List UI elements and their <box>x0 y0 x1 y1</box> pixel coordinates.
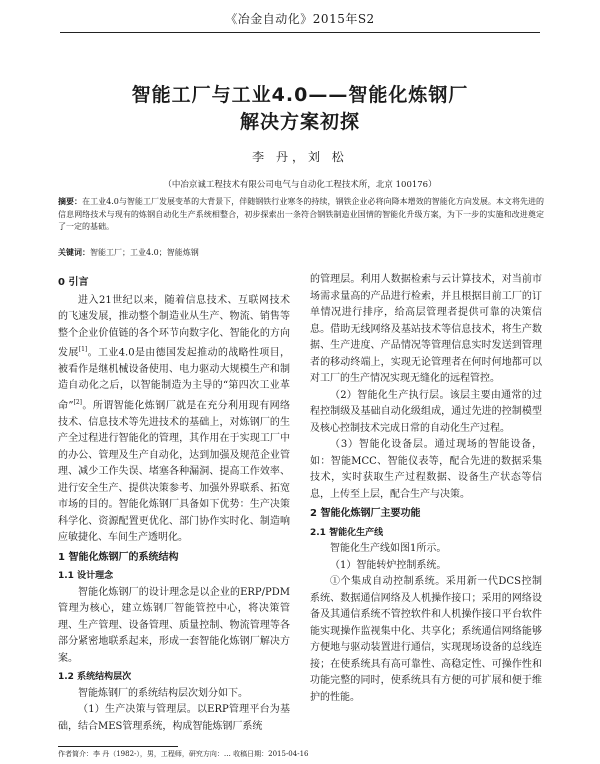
section-0-heading: 0 引言 <box>58 277 89 288</box>
section-1-2-heading: 1.2 系统结构层次 <box>58 672 132 683</box>
footnote: 作者简介：李 丹（1982-），男，工程师，研究方向：… 收稿日期：2015-04-16 <box>58 750 309 758</box>
section-1-2-paragraph-1: 智能炼钢厂的系统结构层次划分如下。 <box>78 687 248 699</box>
right-paragraph-3: （3）智能化设备层。通过现场的智能设备，如：智能MCC、智能仪表等，配合先进的数据采集技术，实时获取生产过程数据、设备生产状态等信息，上传至上层，配合生产与决策。 <box>310 439 542 500</box>
section-0-paragraph <box>58 293 290 547</box>
authors: 李 丹，刘 松 <box>252 150 348 164</box>
keywords <box>58 247 544 258</box>
right-column <box>310 272 542 706</box>
section-1-1-paragraph: 智能化炼钢厂的设计理念是以企业的ERP/PDM管理为核心，建立炼钢厂智能管控中心，将决策管理、生产管理、设备管理、质量控制、物流管理等各部分紧密地联系起来，形成一套智能化炼钢厂解决方案。 <box>58 586 290 664</box>
affiliation: （中冶京诚工程技术有限公司电气与自动化工程技术所，北京 100176） <box>163 180 437 190</box>
footnote-rule <box>58 746 178 747</box>
keywords-text: 智能工厂；工业4.0；智能炼钢 <box>90 248 199 257</box>
header-rule <box>60 32 540 33</box>
section-2-1-paragraph-2: （1）智能转炉控制系统。 <box>330 559 447 571</box>
keywords-label: 关键词： <box>58 248 90 257</box>
section-2-1-heading: 2.1 智能化生产线 <box>310 527 384 538</box>
section-2-1-paragraph-1: 智能化生产线如图1所示。 <box>330 543 447 554</box>
title-line-1: 智能工厂与工业4.0——智能化炼钢厂 <box>131 84 469 106</box>
intro-text-a: 进入21世纪以来，随着信息技术、互联网技术的飞速发展，推动整个制造业从生产、物流、销售等整个企业价值链的各个环节向数字化、智能化的方向发展 <box>58 294 290 359</box>
intro-text-c: 。所谓智能化炼钢厂就是在充分利用现有网络技术、信息技术等先进技术的基础上，对炼钢厂的生产全过程进行智能化的管理，其作用在于实现工厂中的办公、管理及生产自动化，达到加强及规范企业管理、减少工作失误、堵塞各种漏洞、提高工作效率、进行安全生产、提供决策参考、加强外界联系、拓宽市场的目的。智能化炼钢厂具备如下优势：生产决策科学化、资源配置更优化、部门协作实时化、制造响应敏捷化、车间生产透明化。 <box>58 400 290 544</box>
ref-2: [2] <box>73 398 83 406</box>
paper-title <box>0 82 600 136</box>
abstract-text: 在工业4.0与智能工厂发展变革的大背景下，伴随钢铁行业寒冬的持续，钢铁企业必将向降本增效的智能化方向发展。本文将先进的信息网络技术与现有的炼钢自动化生产系统相整合，初步探索出一条符合钢铁制造业国情的智能化升级方案，为下一步的实施和改进奠定了一定的基础。 <box>58 197 545 231</box>
right-paragraph-2: （2）智能化生产执行层。该层主要由通常的过程控制级及基础自动化级组成，通过先进的控制模型及核心控制技术完成日常的自动化生产过程。 <box>310 389 542 434</box>
section-2-1-paragraph-3: ①个集成自动控制系统。采用新一代DCS控制系统、数据通信网络及人机操作接口；采用的网络设备及其通信系统不管控软件和人机操作接口平台软件能实现操作监视集中化、共享化；系统通信网络能够方便地与驱动装置进行通信，实现现场设备的总线连接；在使系统具有高可靠性、高稳定性、可操作性和功能完整的同时，使系统具有方便的可扩展和便于维护的性能。 <box>310 576 542 703</box>
running-header: 《冶金自动化》2015年S2 <box>225 12 375 26</box>
title-line-2: 解决方案初探 <box>239 111 360 133</box>
ref-1: [1] <box>78 346 88 353</box>
section-1-1-heading: 1.1 设计理念 <box>58 571 114 582</box>
section-1-heading: 1 智能化炼钢厂的系统结构 <box>58 551 179 563</box>
abstract-label: 摘要： <box>58 197 83 206</box>
abstract <box>58 196 544 234</box>
intro-text-b: 。工业4.0是由德国发起推动的战略性项目，被看作是继机械设备使用、电力驱动大规模生产和制造自动化之后，以智能制造为主导的“第四次工业革命” <box>58 347 291 412</box>
section-2-heading: 2 智能化炼钢厂主要功能 <box>310 508 421 519</box>
section-1-2-paragraph-2: （1）生产决策与管理层。以ERP管理平台为基础，结合MES管理系统，构成智能炼钢厂系统 <box>58 704 290 732</box>
left-column <box>58 272 290 735</box>
right-paragraph-1: 的管理层。利用人数据检索与云计算技术，对当前市场需求量高的产品进行检索，并且根据目前工厂的订单情况进行排序，给高层管理者提供可靠的决策信息。借助无线网络及基站技术等信息技术，将生产数据、生产进度、产品情况等管理信息实时发送到管理者的移动终端上，实现无论管理者在何时何地都可以对工厂的生产情况实现无缝化的远程管控。 <box>310 274 542 384</box>
